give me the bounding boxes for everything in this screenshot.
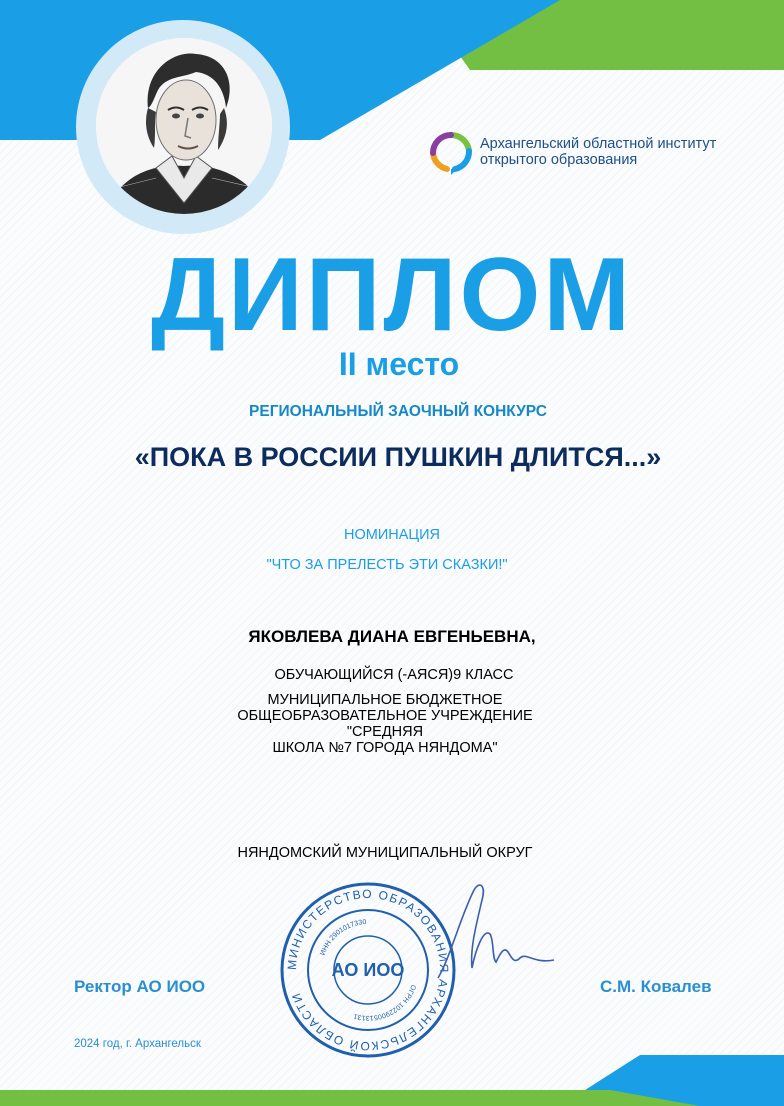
stamp-outer-text: МИНИСТЕРСТВО ОБРАЗОВАНИЯ АРХАНГЕЛЬСКОЙ ОБЛАСТИ [284, 886, 452, 1054]
pushkin-portrait [96, 38, 272, 214]
rector-signature [430, 878, 560, 988]
nomination-value: "ЧТО ЗА ПРЕЛЕСТЬ ЭТИ СКАЗКИ!" [266, 557, 508, 573]
portrait-engraving [96, 38, 272, 214]
place-date: 2024 год, г. Архангельск [74, 1038, 201, 1050]
stamp-ogrn-text: ОГРН 1022900513131 [352, 983, 417, 1022]
bottom-green-band [0, 1090, 700, 1106]
signer-name: С.М. Ковалев [600, 977, 712, 996]
stamp-inn-text: ИНН 2901017330 [319, 918, 367, 957]
diploma-title: ДИПЛОМ [150, 237, 634, 353]
place-text: II место [338, 346, 460, 382]
school-line3: ШКОЛА №7 ГОРОДА НЯНДОМА" [272, 740, 498, 756]
institute-name-line1: Архангельский областной институт [480, 136, 717, 152]
institute-logo-icon [429, 131, 473, 175]
recipient-grade: ОБУЧАЮЩИЙСЯ (-АЯСЯ)9 КЛАСС [274, 667, 514, 683]
school-line2: ОБЩЕОБРАЗОВАТЕЛЬНОЕ УЧРЕЖДЕНИЕ "СРЕДНЯЯ [237, 708, 533, 740]
institute-name-line2: открытого образования [480, 152, 638, 168]
recipient-district: НЯНДОМСКИЙ МУНИЦИПАЛЬНЫЙ ОКРУГ [237, 845, 533, 861]
nomination-label: НОМИНАЦИЯ [343, 527, 440, 543]
school-line1: МУНИЦИПАЛЬНОЕ БЮДЖЕТНОЕ [267, 692, 503, 708]
institute-name [480, 136, 770, 168]
contest-name: «ПОКА В РОССИИ ПУШКИН ДЛИТСЯ...» [134, 442, 662, 472]
rector-title: Ректор АО ИОО [74, 977, 206, 996]
contest-type: РЕГИОНАЛЬНЫЙ ЗАОЧНЫЙ КОНКУРС [249, 403, 547, 420]
recipient-name: ЯКОВЛЕВА ДИАНА ЕВГЕНЬЕВНА, [248, 627, 536, 646]
stamp-center-text: АО ИОО [331, 960, 405, 980]
recipient-school [220, 692, 550, 756]
